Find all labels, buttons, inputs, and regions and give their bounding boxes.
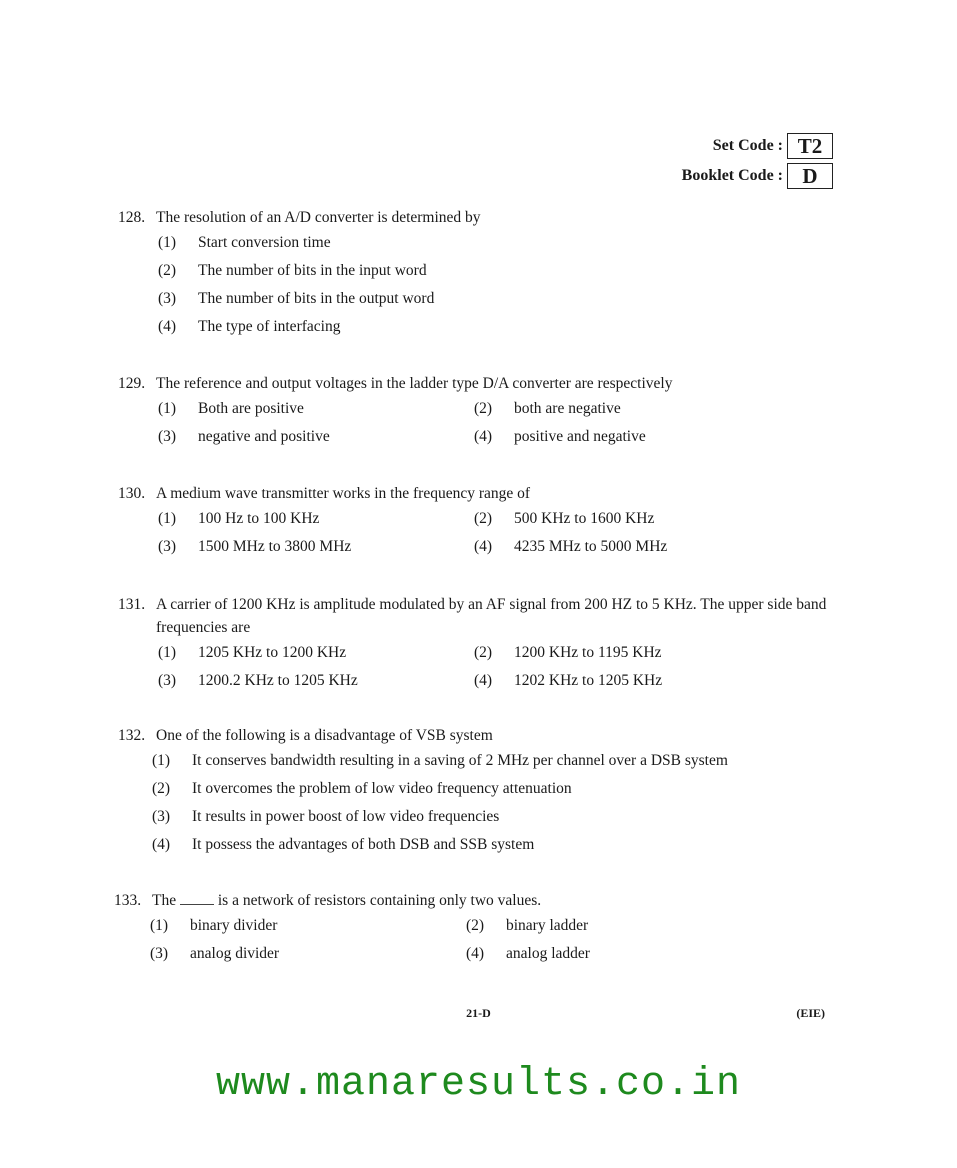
question-number: 129. [118,375,146,392]
question-131 [118,593,838,695]
option: (3) It results in power boost of low video frequencies [152,808,500,825]
option: (1) 1205 KHz to 1200 KHz [158,644,347,661]
option: (3) The number of bits in the output word [158,290,435,307]
option: (4) 1202 KHz to 1205 KHz [474,672,663,689]
option: (3) analog divider [150,945,280,962]
fill-in-blank [180,892,214,905]
booklet-code-row [682,163,833,189]
option: (4) positive and negative [474,428,646,445]
booklet-code-label: Booklet Code : [681,167,783,184]
question-128 [118,206,838,341]
set-code-box: T2 [787,133,833,159]
question-133 [114,889,834,968]
question-130 [118,482,838,561]
option: (2) It overcomes the problem of low video frequency attenuation [152,780,572,797]
watermark-url[interactable]: www.manaresults.co.in [215,1062,742,1107]
question-132 [118,724,838,859]
question-number: 128. [118,209,146,226]
option: (4) The type of interfacing [158,318,341,335]
option: (4) 4235 MHz to 5000 MHz [474,538,668,555]
set-code-row [713,133,833,159]
option: (1) Both are positive [158,400,304,417]
option: (4) analog ladder [466,945,590,962]
option: (3) 1200.2 KHz to 1205 KHz [158,672,358,689]
page-number: 21-D [466,1006,491,1020]
question-text: A carrier of 1200 KHz is amplitude modulated by an AF signal from 200 HZ to 5 KHz. The upper side band frequencies are [156,596,827,636]
question-129 [118,372,838,451]
option: (2) 500 KHz to 1600 KHz [474,510,655,527]
subject-code: (EIE) [796,1006,825,1020]
question-text: The resolution of an A/D converter is determined by [156,209,481,226]
option: (2) 1200 KHz to 1195 KHz [474,644,662,661]
set-code-label: Set Code : [712,137,783,154]
question-number: 131. [118,596,146,613]
question-text: The reference and output voltages in the ladder type D/A converter are respectively [156,375,673,392]
option: (3) negative and positive [158,428,330,445]
option: (1) It conserves bandwidth resulting in a saving of 2 MHz per channel over a DSB system [152,752,728,769]
option: (2) binary ladder [466,917,589,934]
option: (1) Start conversion time [158,234,331,251]
option: (3) 1500 MHz to 3800 MHz [158,538,352,555]
question-number: 130. [118,485,146,502]
option: (1) binary divider [150,917,278,934]
question-text: The is a network of resistors containing only two values. [152,892,542,909]
option: (2) The number of bits in the input word [158,262,427,279]
option: (1) 100 Hz to 100 KHz [158,510,320,527]
question-text: One of the following is a disadvantage of VSB system [156,727,493,744]
question-number: 133. [114,892,142,909]
option: (4) It possess the advantages of both DSB and SSB system [152,836,535,853]
option: (2) both are negative [474,400,621,417]
question-number: 132. [118,727,146,744]
booklet-code-box: D [787,163,833,189]
question-text: A medium wave transmitter works in the frequency range of [156,485,531,502]
